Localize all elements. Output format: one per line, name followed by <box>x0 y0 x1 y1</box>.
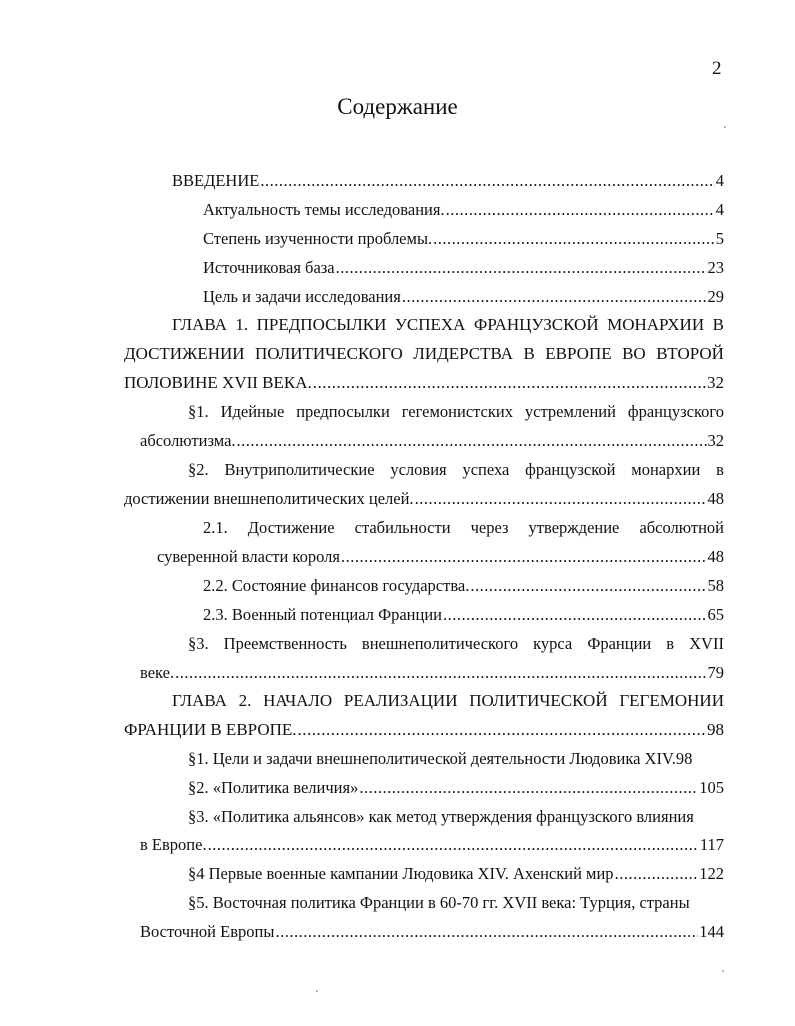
word: УСПЕХА <box>394 315 466 334</box>
toc-page: 122 <box>699 864 724 883</box>
toc-page: 4 <box>715 200 724 219</box>
dot-leader <box>415 488 707 510</box>
word: ЕВРОПЕ <box>545 344 612 363</box>
toc-label: §3. «Политика альянсов» как метод утверждения французского влияния <box>188 807 694 826</box>
word: ПОЛИТИЧЕСКОЙ <box>469 691 608 710</box>
word: курса <box>533 634 573 653</box>
toc-chapter-2-line-2[interactable] <box>124 719 724 741</box>
toc-page: 48 <box>707 489 724 508</box>
dot-leader <box>275 921 698 943</box>
word: ПОЛИТИЧЕСКОГО <box>255 344 403 363</box>
dot-leader <box>298 719 706 741</box>
toc-label: §1. Цели и задачи внешнеполитической деятельности Людовика XIV. <box>188 749 676 768</box>
toc-label: 2.2. Состояние финансов государства. <box>203 576 470 595</box>
dot-leader <box>175 662 706 684</box>
toc-label: суверенной власти короля <box>157 547 340 566</box>
toc-page: 58 <box>707 576 724 595</box>
toc-label: веке. <box>140 663 175 682</box>
dot-leader <box>260 170 714 192</box>
dot-leader <box>237 430 707 452</box>
dot-leader <box>341 546 707 568</box>
word: устремлений <box>524 402 616 421</box>
word: В <box>523 344 535 363</box>
toc-label: §4 Первые военные кампании Людовика XIV. Ахенский мир <box>188 864 614 883</box>
toc-label: ПОЛОВИНЕ XVII ВЕКА. <box>124 373 312 392</box>
toc-label: §2. «Политика величия» <box>188 778 359 797</box>
dot-leader <box>402 286 707 308</box>
toc-page: 5 <box>715 229 724 248</box>
toc-subsection-2-2[interactable] <box>203 575 724 597</box>
toc-page: 98 <box>675 749 693 768</box>
toc-section-1-2-line-2[interactable] <box>124 488 724 510</box>
toc-label: в Европе. <box>140 835 207 854</box>
toc-page: 48 <box>707 547 724 566</box>
word: абсолютной <box>639 518 724 537</box>
toc-subsection-2-1-line-2[interactable] <box>157 546 724 568</box>
dot-leader <box>443 604 706 626</box>
word: стабильности <box>354 518 451 537</box>
toc-label: 2.3. Военный потенциал Франции <box>203 605 443 624</box>
toc-entry-intro[interactable] <box>172 170 724 192</box>
toc-section-2-3-line-1[interactable] <box>188 806 724 828</box>
toc-section-1-1-line-2[interactable] <box>140 430 724 452</box>
word: французского <box>627 402 724 421</box>
toc-page: 105 <box>699 778 724 797</box>
toc-entry-goals[interactable] <box>203 286 724 308</box>
toc-entry-sources[interactable] <box>203 257 724 279</box>
toc-section-2-5-line-2[interactable] <box>140 921 724 943</box>
toc-page: 65 <box>707 605 724 624</box>
scan-speck <box>724 126 726 128</box>
word: 2. <box>238 691 252 710</box>
toc-entry-research-degree[interactable] <box>203 228 724 250</box>
dot-leader <box>615 863 699 885</box>
toc-section-1-1-line-1[interactable] <box>188 401 724 423</box>
word: 2.1. <box>203 518 228 537</box>
toc-chapter-2-line-1[interactable] <box>172 690 724 712</box>
toc-page: 23 <box>707 258 724 277</box>
word: через <box>470 518 509 537</box>
word: Франции <box>587 634 652 653</box>
word: 1. <box>235 315 249 334</box>
word: внешнеполитического <box>361 634 519 653</box>
toc-label: §5. Восточная политика Франции в 60-70 гг. XVII века: Турция, страны <box>188 893 690 912</box>
word: §2. <box>188 460 209 479</box>
dot-leader <box>470 575 706 597</box>
word: §1. <box>188 402 209 421</box>
word: ФРАНЦУЗСКОЙ <box>473 315 599 334</box>
scan-speck <box>316 990 318 992</box>
word: ЛИДЕРСТВА <box>413 344 514 363</box>
word: Внутриполитические <box>224 460 375 479</box>
toc-section-1-2-line-1[interactable] <box>188 459 724 481</box>
word: §3. <box>188 634 209 653</box>
toc-chapter-1-line-3[interactable] <box>124 372 724 394</box>
word: В <box>712 315 724 334</box>
word: успеха <box>462 460 510 479</box>
toc-chapter-1-line-1[interactable] <box>172 314 724 336</box>
word: гегемонистских <box>401 402 513 421</box>
scan-speck <box>722 970 724 972</box>
toc-section-2-1[interactable] <box>188 748 724 770</box>
dot-leader <box>359 777 698 799</box>
word: Достижение <box>247 518 335 537</box>
page-number: 2 <box>712 58 722 79</box>
toc-page: 32 <box>707 431 724 450</box>
word: ПРЕДПОСЫЛКИ <box>256 315 387 334</box>
toc-page: 79 <box>707 663 724 682</box>
dot-leader <box>313 372 706 394</box>
toc-page: 117 <box>699 835 724 854</box>
toc-section-1-3-line-1[interactable] <box>188 633 724 655</box>
toc-entry-relevance[interactable] <box>203 199 724 221</box>
word: ВТОРОЙ <box>656 344 724 363</box>
toc-label: абсолютизма. <box>140 431 236 450</box>
word: предпосылки <box>296 402 390 421</box>
word: ВО <box>622 344 646 363</box>
toc-section-2-5-line-1[interactable] <box>188 892 724 914</box>
word: XVII <box>689 634 724 653</box>
word: Преемственность <box>223 634 347 653</box>
word: в <box>716 460 724 479</box>
toc-label: Степень изученности проблемы. <box>203 229 433 248</box>
word: условия <box>390 460 447 479</box>
toc-page: 29 <box>707 287 724 306</box>
word: РЕАЛИЗАЦИИ <box>343 691 458 710</box>
toc-section-2-2[interactable] <box>188 777 724 799</box>
word: ДОСТИЖЕНИИ <box>124 344 245 363</box>
toc-label: ВВЕДЕНИЕ <box>172 171 260 190</box>
toc-page: 98 <box>707 720 724 739</box>
toc-page: 32 <box>707 373 724 392</box>
word: в <box>666 634 675 653</box>
toc-section-2-4[interactable] <box>188 863 724 885</box>
toc-subsection-2-1-line-1[interactable] <box>203 517 724 539</box>
word: Идейные <box>220 402 285 421</box>
word: ГЛАВА <box>172 315 227 334</box>
toc-page: 144 <box>699 922 724 941</box>
dot-leader <box>208 834 699 856</box>
toc-label: Источниковая база <box>203 258 335 277</box>
toc-subsection-2-3[interactable] <box>203 604 724 626</box>
toc-section-1-3-line-2[interactable] <box>140 662 724 684</box>
dot-leader <box>336 257 707 279</box>
word: монархии <box>631 460 701 479</box>
toc-label: ФРАНЦИИ В ЕВРОПЕ. <box>124 720 297 739</box>
dot-leader <box>433 228 715 250</box>
toc-label: достижении внешнеполитических целей. <box>124 489 414 508</box>
toc-chapter-1-line-2[interactable] <box>124 343 724 365</box>
toc-page: 4 <box>715 171 724 190</box>
word: утверждение <box>528 518 620 537</box>
word: ГЛАВА <box>172 691 227 710</box>
word: НАЧАЛО <box>263 691 333 710</box>
word: МОНАРХИИ <box>607 315 705 334</box>
page-title: Содержание <box>337 94 458 119</box>
toc-label: Восточной Европы <box>140 922 275 941</box>
word: ГЕГЕМОНИИ <box>619 691 724 710</box>
toc-label: Актуальность темы исследования. <box>203 200 445 219</box>
toc-section-2-3-line-2[interactable] <box>140 834 724 856</box>
word: французской <box>525 460 616 479</box>
toc-label: Цель и задачи исследования <box>203 287 401 306</box>
dot-leader <box>446 199 715 221</box>
